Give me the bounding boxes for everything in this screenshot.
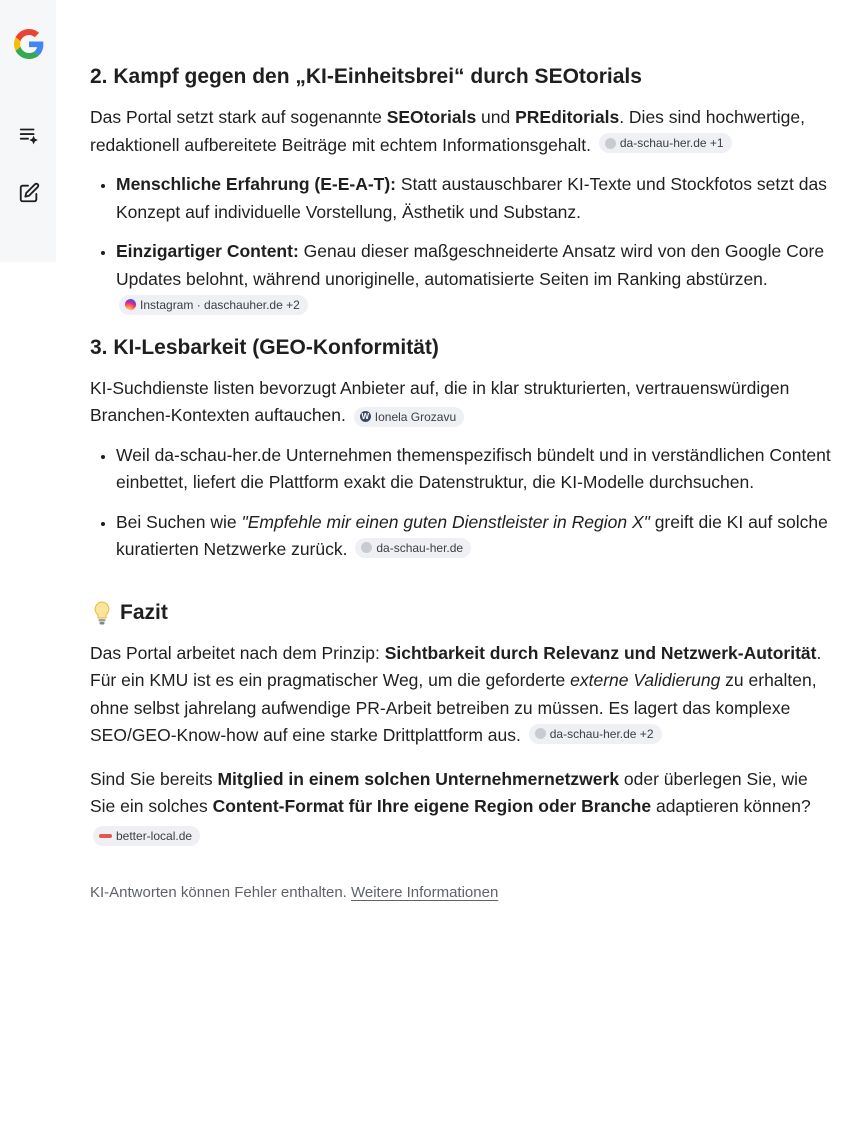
section-2-intro: Das Portal setzt stark auf sogenannte SEOtorials und PREditorials. Dies sind hochwertige, redaktionell aufbereitete Beiträge mit echtem Informationsgehalt. da-schau-her.de +1	[90, 107, 805, 155]
more-info-link[interactable]: Weitere Informationen	[351, 884, 499, 901]
playlist-add-icon[interactable]	[14, 120, 44, 150]
wordpress-icon: W	[361, 412, 370, 421]
source-chip[interactable]: da-schau-her.de +2	[529, 724, 662, 744]
site-favicon-icon	[535, 728, 546, 739]
source-chip[interactable]: Instagram · daschauher.de +2	[119, 295, 308, 315]
google-g-icon[interactable]	[14, 29, 44, 59]
source-chip[interactable]: W Ionela Grozavu	[354, 407, 464, 427]
site-favicon-icon	[605, 138, 616, 149]
side-rail	[0, 0, 56, 262]
section-3-intro: KI-Suchdienste listen bevorzugt Anbieter auf, die in klar strukturierten, vertrauenswürdigen Branchen-Kontexten auftauchen. W Ionela Grozavu	[90, 377, 790, 425]
section-3-list	[88, 442, 836, 564]
list-item: • Einzigartiger Content: Genau dieser maßgeschneiderte Ansatz wird von den Google Core Updates belohnt, während unoriginelle, automatisierte Seiten im Ranking abstürzen. Instagram · daschauher.de +2	[116, 238, 836, 321]
instagram-icon	[125, 299, 136, 310]
section-2-list	[88, 171, 836, 321]
edit-icon[interactable]	[14, 178, 44, 208]
fazit-paragraph-2: Sind Sie bereits Mitglied in einem solchen Unternehmernetzwerk oder überlegen Sie, wie Sie ein solches Content-Format für Ihre eigene Region oder Branche adaptieren können? better-local.de	[90, 766, 836, 849]
source-chip[interactable]: da-schau-her.de	[355, 538, 471, 558]
source-chip[interactable]: da-schau-her.de +1	[599, 133, 732, 153]
fazit-paragraph-1: Das Portal arbeitet nach dem Prinzip: Sichtbarkeit durch Relevanz und Netzwerk-Autorität. Für ein KMU ist es ein pragmatischer Weg, um die geforderte externe Validierung zu erhalten, ohne selbst jahrelang aufwendige PR-Arbeit betreiben zu müssen. Es lagert das komplexe SEO/GEO-Know-how auf eine starke Drittplattform aus. da-schau-her.de +2	[90, 642, 822, 745]
site-favicon-icon	[99, 834, 112, 838]
fazit-heading: Fazit	[90, 598, 836, 628]
lightbulb-icon	[90, 600, 114, 626]
source-chip[interactable]: better-local.de	[93, 826, 200, 846]
list-item: • Menschliche Erfahrung (E-E-A-T): Statt austauschbarer KI-Texte und Stockfotos setzt das Konzept auf individuelle Vorstellung, Ästhetik und Substanz.	[116, 171, 836, 226]
site-favicon-icon	[361, 542, 372, 553]
section-heading-3: 3. KI-Lesbarkeit (GEO-Konformität)	[90, 335, 439, 359]
list-item: • Weil da-schau-her.de Unternehmen themenspezifisch bündelt und in verständlichen Content einbettet, liefert die Plattform exakt die Datenstruktur, die KI-Modelle durchsuchen.	[116, 442, 836, 497]
disclaimer: KI-Antworten können Fehler enthalten. Weitere Informationen	[90, 884, 499, 901]
section-heading-2: 2. Kampf gegen den „KI-Einheitsbrei“ durch SEOtorials	[90, 65, 642, 88]
ai-answer-content	[88, 62, 836, 904]
list-item: • Bei Suchen wie "Empfehle mir einen guten Dienstleister in Region X" greift die KI auf solche kuratierten Netzwerke zurück. da-schau-her.de	[116, 509, 836, 564]
